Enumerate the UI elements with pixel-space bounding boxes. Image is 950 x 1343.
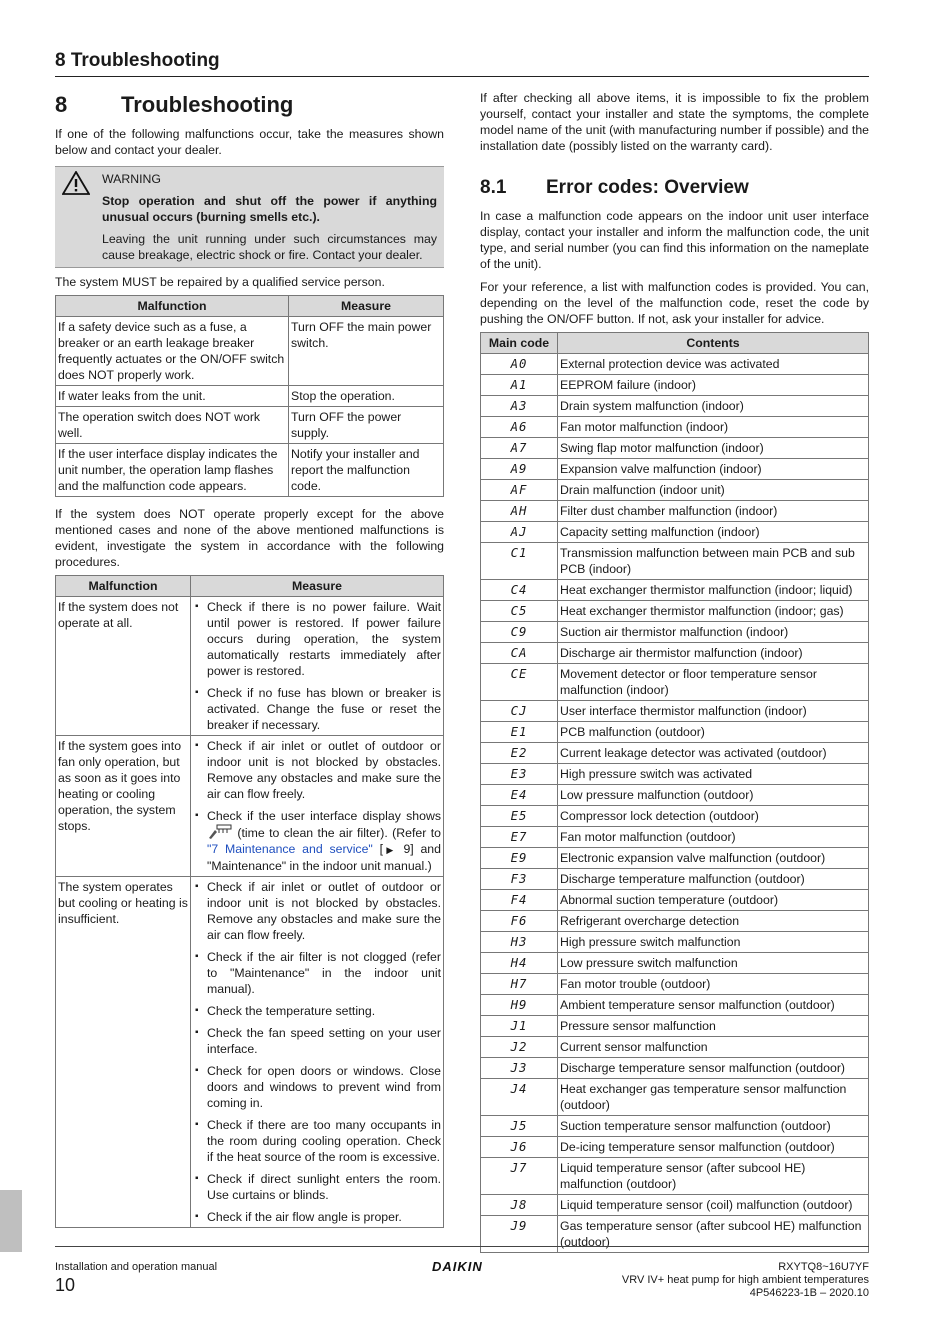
error-description-cell: Heat exchanger thermistor malfunction (indoor; liquid) [558, 580, 869, 601]
table-row [481, 1116, 869, 1137]
table-row [56, 444, 444, 497]
table-row [481, 890, 869, 911]
error-description-cell: Fan motor malfunction (indoor) [558, 417, 869, 438]
list-item [193, 808, 441, 874]
error-description-cell: User interface thermistor malfunction (indoor) [558, 701, 869, 722]
error-description-cell: Gas temperature sensor (after subcool HE) malfunction (outdoor) [558, 1216, 869, 1253]
table-row [481, 396, 869, 417]
error-description-cell: Low pressure switch malfunction [558, 953, 869, 974]
error-description-cell: Electronic expansion valve malfunction (outdoor) [558, 848, 869, 869]
page-footer [55, 1246, 869, 1299]
error-code-cell: A1 [481, 375, 558, 396]
footer-model: RXYTQ8~16U7YF [778, 1261, 869, 1273]
error-description-cell: Transmission malfunction between main PCB and sub PCB (indoor) [558, 543, 869, 580]
list-item: ▪ Check the temperature setting. [193, 1003, 441, 1019]
list-item: ▪ Check if air inlet or outlet of outdoor or indoor unit is not blocked by obstacles. Remove any obstacles and make sure the air can flow freely. [193, 738, 441, 802]
error-code-cell: E3 [481, 764, 558, 785]
table-row [481, 848, 869, 869]
page-header [55, 49, 869, 77]
error-description-cell: Expansion valve malfunction (indoor) [558, 459, 869, 480]
error-code-cell: C1 [481, 543, 558, 580]
error-description-cell: Drain system malfunction (indoor) [558, 396, 869, 417]
error-code-cell: CE [481, 664, 558, 701]
table-row [481, 354, 869, 375]
table-row [481, 1137, 869, 1158]
error-code-cell: H7 [481, 974, 558, 995]
table-row [56, 317, 444, 386]
error-description-cell: Abnormal suction temperature (outdoor) [558, 890, 869, 911]
column-header: Main code [481, 333, 558, 354]
table-row [481, 417, 869, 438]
system-note: If the system does NOT operate properly except for the above mentioned cases and none of the above mentioned malfunctions is evident, investigate the system in accordance with the following procedures. [55, 507, 444, 569]
error-description-cell: Heat exchanger thermistor malfunction (indoor; gas) [558, 601, 869, 622]
error-code-cell: J5 [481, 1116, 558, 1137]
table-row [481, 869, 869, 890]
error-code-table [480, 332, 869, 1253]
warning-box [55, 166, 444, 268]
page-header-title: 8 Troubleshooting [55, 50, 220, 71]
section-heading [55, 92, 444, 118]
error-description-cell: Ambient temperature sensor malfunction (outdoor) [558, 995, 869, 1016]
subsection-para-2: For your reference, a list with malfunction codes is provided. You can, depending on the level of the malfunction code, reset the code by pushing the ON/OFF button. If not, ask your installer for advice. [480, 280, 869, 326]
list-item: ▪ Check if there is no power failure. Wait until power is restored. If power failure occurs during operation, the system automatically restarts immediately after power is restored. [193, 599, 441, 679]
error-description-cell: Movement detector or floor temperature sensor malfunction (indoor) [558, 664, 869, 701]
table-row [481, 911, 869, 932]
table-row [481, 459, 869, 480]
error-description-cell: PCB malfunction (outdoor) [558, 722, 869, 743]
error-code-cell: E4 [481, 785, 558, 806]
warning-icon [62, 171, 90, 195]
malfunction-table-2 [55, 575, 444, 1228]
error-description-cell: Low pressure malfunction (outdoor) [558, 785, 869, 806]
table-row [481, 764, 869, 785]
measure-cell [191, 736, 444, 877]
error-description-cell: Suction temperature sensor malfunction (outdoor) [558, 1116, 869, 1137]
table-row [481, 543, 869, 580]
page-ref: [▶ 9] and "Maintenance" in the indoor unit manual.) [207, 842, 441, 873]
error-code-cell: H4 [481, 953, 558, 974]
malfunction-table-1 [55, 295, 444, 497]
repair-note: The system MUST be repaired by a qualified service person. [55, 275, 385, 289]
list-item: ▪ Check the fan speed setting on your user interface. [193, 1025, 441, 1057]
error-code-cell: J3 [481, 1058, 558, 1079]
measure-cell: Turn OFF the power supply. [289, 407, 444, 444]
error-description-cell: Refrigerant overcharge detection [558, 911, 869, 932]
error-code-cell: E7 [481, 827, 558, 848]
error-code-cell: F6 [481, 911, 558, 932]
page-ref-text: 9] and "Maintenance" in the indoor unit manual.) [207, 842, 441, 873]
error-description-cell: Liquid temperature sensor (after subcool HE) malfunction (outdoor) [558, 1158, 869, 1195]
list-item: ▪ Check if there are too many occupants in the room during cooling operation. Check if the heat source of the room is excessive. [193, 1117, 441, 1165]
table-row [481, 743, 869, 764]
error-description-cell: Discharge air thermistor malfunction (indoor) [558, 643, 869, 664]
error-table-body [481, 354, 869, 1253]
error-code-cell: AF [481, 480, 558, 501]
error-code-cell: A0 [481, 354, 558, 375]
list-item: ▪ Check if the air filter is not clogged (refer to "Maintenance" in the indoor unit manual). [193, 949, 441, 997]
error-code-cell: E2 [481, 743, 558, 764]
table-row [56, 877, 444, 1228]
error-description-cell: Heat exchanger gas temperature sensor malfunction (outdoor) [558, 1079, 869, 1116]
error-description-cell: Current sensor malfunction [558, 1037, 869, 1058]
error-code-cell: AJ [481, 522, 558, 543]
footer-right [622, 1261, 869, 1300]
table-row [481, 785, 869, 806]
table-row [481, 580, 869, 601]
warning-bold-text: Stop operation and shut off the power if anything unusual occurs (burning smells etc.). [102, 194, 437, 224]
right-intro: If after checking all above items, it is impossible to fix the problem yourself, contact your installer and state the symptoms, the complete model name of the unit (with manufacturing number if possible) and the installation date (possibly listed on the warranty card). [480, 91, 869, 153]
table-row [56, 597, 444, 736]
error-code-cell: H9 [481, 995, 558, 1016]
error-description-cell: Fan motor malfunction (outdoor) [558, 827, 869, 848]
error-code-cell: J8 [481, 1195, 558, 1216]
warning-text: Leaving the unit running under such circumstances may cause breakage, electric shock or fire. Contact your dealer. [102, 232, 437, 262]
error-description-cell: Liquid temperature sensor (coil) malfunction (outdoor) [558, 1195, 869, 1216]
table-row [481, 375, 869, 396]
error-description-cell: Compressor lock detection (outdoor) [558, 806, 869, 827]
table-header-row [56, 576, 444, 597]
malfunction-cell: If the user interface display indicates the unit number, the operation lamp flashes and the malfunction code appears. [56, 444, 289, 497]
table-header-row [481, 333, 869, 354]
error-description-cell: EEPROM failure (indoor) [558, 375, 869, 396]
page-ref-arrow-icon: ▶ [383, 845, 397, 855]
table-row [481, 953, 869, 974]
table-header-row [56, 296, 444, 317]
error-description-cell: Filter dust chamber malfunction (indoor) [558, 501, 869, 522]
error-code-cell: AH [481, 501, 558, 522]
measure-list [193, 599, 441, 733]
right-column [480, 90, 869, 1253]
footer-doc: 4P546223-1B – 2020.10 [749, 1287, 869, 1299]
table-row [481, 1037, 869, 1058]
table-row [481, 1058, 869, 1079]
table-row [481, 827, 869, 848]
error-code-cell: E9 [481, 848, 558, 869]
malfunction-cell: If a safety device such as a fuse, a breaker or an earth leakage breaker frequently actuates or the ON/OFF switch does NOT properly work. [56, 317, 289, 386]
section-intro: If one of the following malfunctions occur, take the measures shown below and contact your dealer. [55, 127, 444, 157]
table-row [481, 480, 869, 501]
error-code-cell: H3 [481, 932, 558, 953]
table-row [56, 407, 444, 444]
error-description-cell: Pressure sensor malfunction [558, 1016, 869, 1037]
table-row [481, 932, 869, 953]
table-row [481, 1016, 869, 1037]
error-code-cell: J7 [481, 1158, 558, 1195]
error-code-cell: F4 [481, 890, 558, 911]
measure-cell: Stop the operation. [289, 386, 444, 407]
table-row [481, 995, 869, 1016]
list-item: ▪ Check if no fuse has blown or breaker is activated. Change the fuse or reset the breaker if necessary. [193, 685, 441, 733]
subsection-title: Error codes: Overview [546, 177, 749, 198]
table-row [481, 974, 869, 995]
table-row [481, 1158, 869, 1195]
malfunction-cell: The system operates but cooling or heating is insufficient. [56, 877, 191, 1228]
section-number: 8 [55, 92, 68, 117]
list-item: ▪ Check if air inlet or outlet of outdoor or indoor unit is not blocked by obstacles. Remove any obstacles and make sure the air can flow freely. [193, 879, 441, 943]
column-header: Malfunction [56, 296, 289, 317]
table-row [56, 736, 444, 877]
maintenance-link[interactable]: "7 Maintenance and service" [207, 842, 373, 856]
error-code-cell: A3 [481, 396, 558, 417]
column-header: Measure [191, 576, 444, 597]
error-description-cell: Current leakage detector was activated (outdoor) [558, 743, 869, 764]
measure-cell: Notify your installer and report the malfunction code. [289, 444, 444, 497]
table-row [481, 664, 869, 701]
error-code-cell: J6 [481, 1137, 558, 1158]
footer-manual: Installation and operation manual [55, 1261, 218, 1273]
table-row [481, 622, 869, 643]
subsection-number: 8.1 [480, 177, 507, 198]
error-description-cell: External protection device was activated [558, 354, 869, 375]
column-header: Malfunction [56, 576, 191, 597]
table-row [481, 601, 869, 622]
table-row [481, 522, 869, 543]
table-row [56, 386, 444, 407]
left-column [55, 92, 444, 1228]
error-description-cell: De-icing temperature sensor malfunction (outdoor) [558, 1137, 869, 1158]
error-code-cell: A7 [481, 438, 558, 459]
column-header: Contents [558, 333, 869, 354]
error-code-cell: C4 [481, 580, 558, 601]
error-code-cell: CA [481, 643, 558, 664]
list-item: ▪ Check if the air flow angle is proper. [193, 1209, 441, 1225]
malfunction-cell: If the system goes into fan only operation, but as soon as it goes into heating or cooling operation, the system stops. [56, 736, 191, 877]
section-title: Troubleshooting [121, 92, 294, 117]
table-row [481, 806, 869, 827]
error-description-cell: Discharge temperature sensor malfunction (outdoor) [558, 1058, 869, 1079]
malfunction-cell: The operation switch does NOT work well. [56, 407, 289, 444]
error-description-cell: Capacity setting malfunction (indoor) [558, 522, 869, 543]
error-description-cell: Drain malfunction (indoor unit) [558, 480, 869, 501]
footer-product: VRV IV+ heat pump for high ambient temperatures [621, 1274, 869, 1286]
error-description-cell: High pressure switch malfunction [558, 932, 869, 953]
error-description-cell: High pressure switch was activated [558, 764, 869, 785]
list-item: ▪ Check if direct sunlight enters the room. Use curtains or blinds. [193, 1171, 441, 1203]
error-code-cell: F3 [481, 869, 558, 890]
column-header: Measure [289, 296, 444, 317]
error-code-cell: CJ [481, 701, 558, 722]
error-code-cell: C9 [481, 622, 558, 643]
error-code-cell: A9 [481, 459, 558, 480]
malfunction-cell: If water leaks from the unit. [56, 386, 289, 407]
error-code-cell: J9 [481, 1216, 558, 1253]
subsection-heading [480, 176, 869, 200]
footer-page-number: 10 [55, 1275, 76, 1295]
table-row [481, 1195, 869, 1216]
error-code-cell: A6 [481, 417, 558, 438]
table-row [481, 1079, 869, 1116]
measure-cell [191, 877, 444, 1228]
daikin-logo: DAIKIN [432, 1259, 483, 1274]
side-tab [0, 1190, 22, 1252]
list-item-text: Check if the user interface display shows [207, 809, 441, 823]
error-description-cell: Fan motor trouble (outdoor) [558, 974, 869, 995]
warning-label: WARNING [102, 172, 161, 186]
error-code-cell: C5 [481, 601, 558, 622]
table-row [481, 438, 869, 459]
error-code-cell: E5 [481, 806, 558, 827]
table-row [481, 701, 869, 722]
filter-cleaning-icon [207, 824, 233, 840]
error-code-cell: J4 [481, 1079, 558, 1116]
malfunction-cell: If the system does not operate at all. [56, 597, 191, 736]
table-row [481, 501, 869, 522]
error-code-cell: E1 [481, 722, 558, 743]
measure-cell [191, 597, 444, 736]
measure-list [193, 738, 441, 874]
table-row [481, 722, 869, 743]
subsection-para-1: In case a malfunction code appears on the indoor unit user interface display, contact your installer and inform the malfunction code, the unit type, and serial number (you can find this information on the nameplate of the unit). [480, 209, 869, 271]
error-description-cell: Suction air thermistor malfunction (indoor) [558, 622, 869, 643]
error-code-cell: J1 [481, 1016, 558, 1037]
error-code-cell: J2 [481, 1037, 558, 1058]
table-row [481, 643, 869, 664]
list-item-text: (time to clean the air filter). (Refer to [237, 826, 441, 840]
measure-list [193, 879, 441, 1225]
error-description-cell: Swing flap motor malfunction (indoor) [558, 438, 869, 459]
error-description-cell: Discharge temperature malfunction (outdoor) [558, 869, 869, 890]
list-item: ▪ Check for open doors or windows. Close doors and windows to prevent wind from coming in. [193, 1063, 441, 1111]
measure-cell: Turn OFF the main power switch. [289, 317, 444, 386]
